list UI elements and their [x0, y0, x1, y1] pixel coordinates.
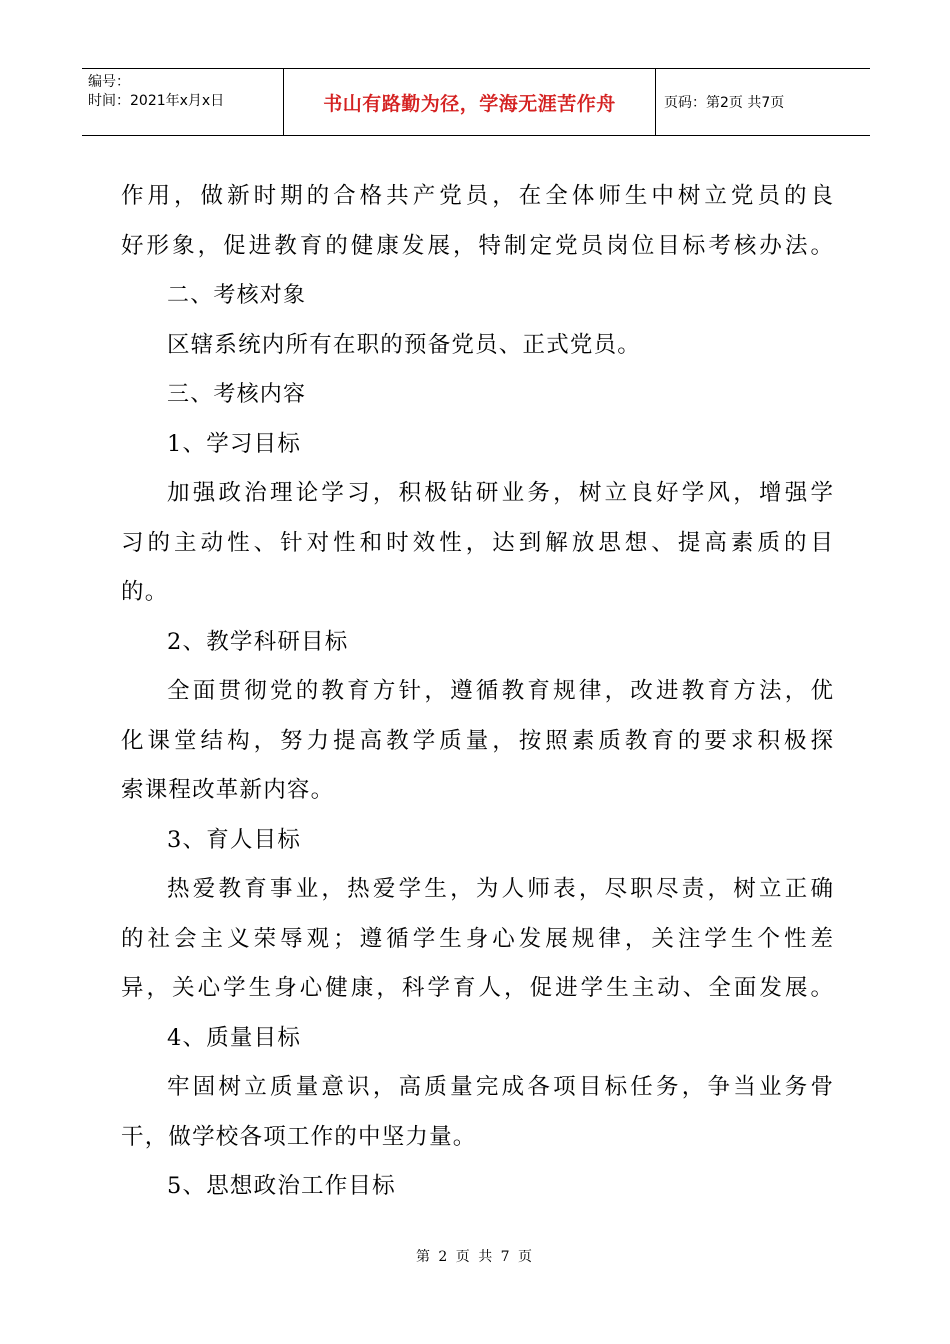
- time-label: 时间：2021年x月x日: [88, 93, 225, 109]
- paragraph-line: 习的主动性、针对性和时效性，达到解放思想、提高素质的目: [121, 529, 833, 556]
- paragraph-line: 全面贯彻党的教育方针，遵循教育规律，改进教育方法，优: [167, 678, 833, 704]
- page-header: [82, 68, 870, 136]
- section-heading: 二、考核对象: [167, 283, 307, 308]
- paragraph-line: 加强政治理论学习，积极钻研业务，树立良好学风，增强学: [167, 480, 833, 506]
- header-page-info: 页码：第2页 共7页: [664, 95, 785, 111]
- header-motto: 书山有路勤为径，学海无涯苦作舟: [284, 69, 656, 135]
- header-meta: [82, 69, 284, 135]
- paragraph-line: 干，做学校各项工作的中坚力量。: [121, 1123, 477, 1150]
- paragraph-line: 好形象，促进教育的健康发展，特制定党员岗位目标考核办法。: [121, 232, 833, 259]
- subsection-heading: 1、学习目标: [167, 430, 302, 457]
- subsection-heading: 5、思想政治工作目标: [167, 1173, 396, 1199]
- section-heading: 三、考核内容: [167, 382, 307, 407]
- document-body: [121, 172, 833, 1212]
- paragraph-line: 牢固树立质量意识，高质量完成各项目标任务，争当业务骨: [167, 1074, 833, 1100]
- paragraph-line: 索课程改革新内容。: [121, 777, 335, 803]
- paragraph-line: 热爱教育事业，热爱学生，为人师表，尽职尽责，树立正确: [167, 876, 833, 902]
- paragraph-line: 异，关心学生身心健康，科学育人，促进学生主动、全面发展。: [121, 975, 833, 1001]
- paragraph-line: 化课堂结构，努力提高教学质量，按照素质教育的要求积极探: [121, 727, 833, 754]
- subsection-heading: 4、质量目标: [167, 1024, 302, 1051]
- page-footer: 第 2 页 共 7 页: [415, 1249, 535, 1265]
- subsection-heading: 3、育人目标: [167, 826, 302, 853]
- number-label: 编号：: [88, 74, 130, 90]
- paragraph-line: 的社会主义荣辱观；遵循学生身心发展规律，关注学生个性差: [121, 925, 833, 952]
- subsection-heading: 2、教学科研目标: [167, 628, 349, 655]
- paragraph-line: 的。: [121, 579, 169, 605]
- paragraph-line: 区辖系统内所有在职的预备党员、正式党员。: [167, 331, 642, 358]
- paragraph-line: 作用，做新时期的合格共产党员，在全体师生中树立党员的良: [121, 183, 833, 209]
